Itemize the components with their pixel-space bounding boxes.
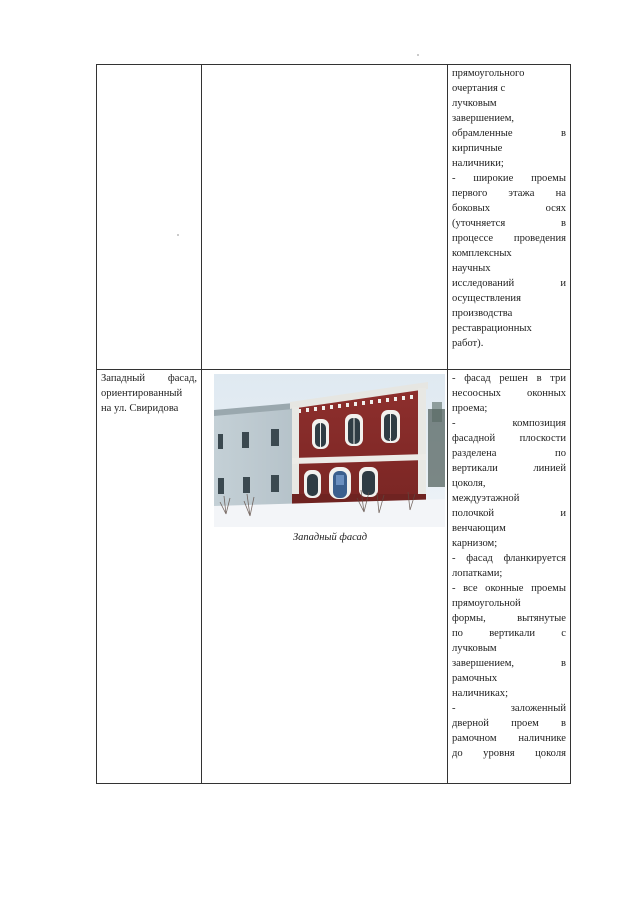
description-cell	[448, 65, 571, 370]
text-line: первого этажа на	[452, 188, 566, 199]
text-line: полочкой и	[452, 508, 566, 519]
text-line: кирпичные	[452, 143, 503, 154]
table-row	[97, 65, 571, 370]
facade-label-cell	[97, 65, 202, 370]
text-line: - заложенный	[452, 703, 566, 714]
text-line: лучковым	[452, 643, 497, 654]
text-line: комплексных	[452, 248, 512, 259]
facade-label-line: ориентированный	[101, 388, 183, 399]
text-line: осуществления	[452, 293, 521, 304]
text-line: наличники;	[452, 158, 504, 169]
text-line: очертания с	[452, 83, 506, 94]
text-line: формы, вытянутые	[452, 613, 566, 624]
text-line: процессе проведения	[452, 233, 566, 244]
text-line: - широкие проемы	[452, 173, 566, 184]
text-line: рамочном наличнике	[452, 733, 566, 744]
text-line: прямоугольного	[452, 68, 525, 79]
text-line: (уточняется в	[452, 218, 566, 229]
text-line: - композиция	[452, 418, 566, 429]
facade-label-line: на ул. Свиридова	[101, 403, 179, 414]
text-line: венчающим	[452, 523, 506, 534]
text-line: исследований и	[452, 278, 566, 289]
facade-label-cell	[97, 370, 202, 784]
description-table	[96, 64, 571, 784]
scan-speck	[389, 438, 391, 440]
text-line: до уровня цоколя	[452, 748, 566, 759]
scan-speck	[417, 54, 419, 56]
text-line: проема;	[452, 403, 488, 414]
description-cell	[448, 370, 571, 784]
scan-speck	[177, 234, 179, 236]
text-line: работ).	[452, 338, 484, 349]
description-text	[452, 66, 566, 351]
text-line: фасадной плоскости	[452, 433, 566, 444]
text-line: реставрационных	[452, 323, 532, 334]
table-row	[97, 370, 571, 784]
text-line: - все оконные проемы	[452, 583, 566, 594]
text-line: наличниках;	[452, 688, 509, 699]
photo-cell	[202, 65, 448, 370]
text-line: вертикали линией	[452, 463, 566, 474]
text-line: завершением,	[452, 113, 515, 124]
text-line: рамочных	[452, 673, 498, 684]
text-line: несоосных оконных	[452, 388, 566, 399]
text-line: междуэтажной	[452, 493, 520, 504]
text-line: производства	[452, 308, 513, 319]
photo-cell	[202, 370, 448, 784]
text-line: лопатками;	[452, 568, 503, 579]
facade-photo	[214, 374, 445, 527]
text-line: по вертикали с	[452, 628, 566, 639]
text-line: лучковым	[452, 98, 497, 109]
text-line: прямоугольной	[452, 598, 521, 609]
text-line: карнизом;	[452, 538, 498, 549]
text-line: дверной проем в	[452, 718, 566, 729]
facade-label-line: Западный фасад,	[101, 373, 197, 384]
text-line: разделена по	[452, 448, 566, 459]
text-line: - фасад решен в три	[452, 373, 566, 384]
text-line: обрамленные в	[452, 128, 566, 139]
facade-photo-block	[214, 374, 446, 545]
description-text	[452, 371, 566, 761]
text-line: - фасад фланкируется	[452, 553, 566, 564]
text-line: научных	[452, 263, 491, 274]
text-line: боковых осях	[452, 203, 566, 214]
text-line: цоколя,	[452, 478, 486, 489]
photo-caption: Западный фасад	[292, 532, 368, 543]
text-line: завершением, в	[452, 658, 566, 669]
